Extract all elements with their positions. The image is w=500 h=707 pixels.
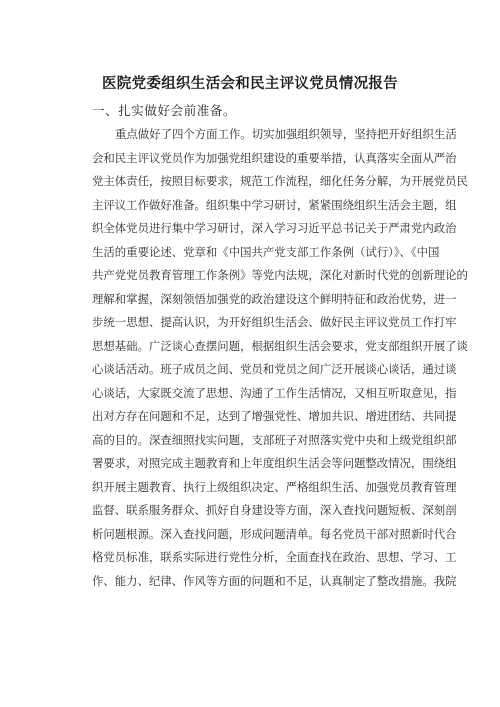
- body-line: 高的目的。深查细照找实问题，支部班子对照落实党中央和上级党组织部: [92, 432, 457, 447]
- body-line: 理解和掌握，深刻领悟加强党的政治建设这个鲜明特征和政治优势，进一: [92, 291, 457, 306]
- body-line: 织开展主题教育、执行上级组织决定、严格组织生活、加强党员教育管理: [92, 479, 457, 494]
- body-line: 党主体责任，按照目标要求，规范工作流程，细化任务分解，为开展党员民: [92, 174, 468, 188]
- body-line: 心谈话活动。班子成员之间、党员和党员之间广泛开展谈心谈话，通过谈: [92, 362, 457, 376]
- document-body: [92, 123, 468, 593]
- body-line: 步统一思想、提高认识，为开好组织生活会、做好民主评议党员工作打牢: [92, 315, 457, 329]
- body-line: 心谈话，大家既交流了思想、沟通了工作生活情况，又相互听取意见，指: [92, 385, 457, 400]
- body-line: 主评议工作做好准备。组织集中学习研讨，紧紧围绕组织生活会主题，组: [92, 197, 457, 212]
- document-title: 医院党委组织生活会和民主评议党员情况报告: [102, 76, 398, 92]
- body-line: 共产党党员教育管理工作条例》等党内法规，深化对新时代党的创新理论的: [92, 268, 468, 282]
- body-line: 会和民主评议党员作为加强党组织建设的重要举措，认真落实全面从严治: [92, 150, 457, 165]
- body-line: 格党员标准，联系实际进行党性分析，全面查找在政治、思想、学习、工: [92, 550, 457, 564]
- body-line: 思想基础。广泛谈心查摆问题，根据组织生活会要求，党支部组织开展了谈: [92, 338, 468, 353]
- body-line: 署要求，对照完成主题教育和上年度组织生活会等问题整改情况，围绕组: [92, 456, 457, 470]
- body-line: 监督、联系服务群众、抓好自身建设等方面，深入查找问题短板、深刻剖: [92, 503, 457, 517]
- body-line: 重点做好了四个方面工作。切实加强组织领导，坚持把开好组织生活: [115, 127, 457, 141]
- body-line: 作、能力、纪律、作风等方面的问题和不足，认真制定了整改措施。我院: [92, 573, 457, 588]
- body-line: 析问题根源。深入查找问题，形成问题清单。每名党员干部对照新时代合: [92, 526, 457, 541]
- body-line: 生活的重要论述、党章和《中国共产党支部工作条例（试行）》、《中国: [92, 244, 440, 259]
- body-line: 织全体党员进行集中学习研讨，深入学习习近平总书记关于严肃党内政治: [92, 221, 457, 235]
- section-heading: 一、扎实做好会前准备。: [92, 103, 237, 118]
- body-line: 出对方存在问题和不足，达到了增强党性、增加共识、增进团结、共同提: [92, 409, 457, 423]
